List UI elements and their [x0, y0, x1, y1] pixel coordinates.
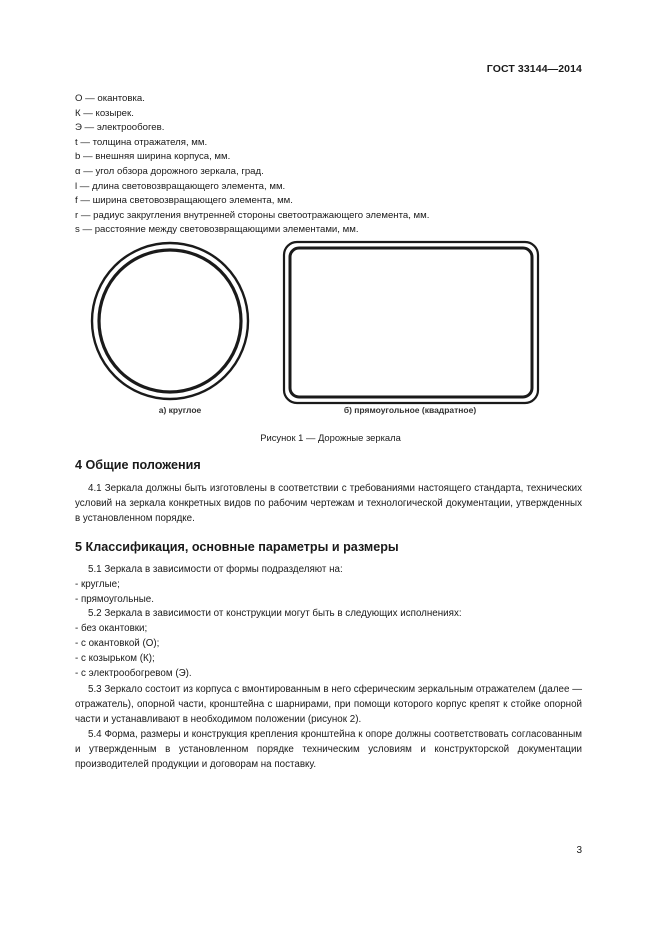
rectangular-mirror-drawing: [284, 242, 538, 403]
paragraph-4-1: 4.1 Зеркала должны быть изготовлены в соответствии с требованиями настоящего стандарта, технических условий на зеркала конкретных видов по рабочим чертежам и технологической документации, утвержденных в установленном порядке.: [75, 483, 582, 524]
figure-title: Рисунок 1 — Дорожные зеркала: [260, 432, 401, 443]
paragraph-5-2: 5.2 Зеркала в зависимости от конструкции могут быть в следующих исполнениях:: [88, 608, 462, 620]
definition-item: Э — электрообогев.: [75, 122, 165, 134]
definition-item: b — внешняя ширина корпуса, мм.: [75, 151, 231, 163]
rect-mirror-inner-edge: [290, 248, 532, 397]
round-mirror-drawing: [92, 243, 248, 399]
definition-item: l — длина световозвращающего элемента, мм.: [75, 180, 286, 192]
caption-rectangular: б) прямоугольное (квадратное): [343, 405, 477, 415]
rect-mirror-outer-edge: [284, 242, 538, 403]
figure-road-mirrors: [0, 232, 661, 422]
symbol-definitions: [75, 92, 429, 238]
definition-item: α — угол обзора дорожного зеркала, град.: [75, 165, 264, 177]
list-item: - с электрообогревом (Э).: [75, 667, 192, 679]
definition-item: s — расстояние между световозвращающими элементами, мм.: [75, 224, 359, 236]
list-item: - с окантовкой (О);: [75, 637, 160, 649]
paragraph-5-3: 5.3 Зеркало состоит из корпуса с вмонтированным в него сферическим зеркальным отражателем (далее — отражатель), опорной части, кронштейна с шарнирами, при помощи которого корпус крепят к стойке опорной части и устанавливают в необходимом положении (рисунок 2).: [75, 684, 582, 725]
list-item: - круглые;: [75, 578, 120, 590]
page-number: 3: [576, 845, 582, 856]
paragraph-5-1: 5.1 Зеркала в зависимости от формы подразделяют на:: [88, 564, 343, 575]
list-item: - без окантовки;: [75, 623, 148, 635]
section-4-heading: 4 Общие положения: [75, 458, 201, 472]
definition-item: К — козырек.: [75, 107, 134, 119]
section-5-paragraphs: [75, 682, 582, 772]
round-mirror-outer-edge: [92, 243, 248, 399]
list-item: - с козырьком (К);: [75, 652, 155, 664]
standard-number: ГОСТ 33144—2014: [486, 63, 582, 75]
definition-item: О — окантовка.: [75, 93, 145, 104]
definition-item: r — радиус закругления внутренней стороны светоотражающего элемента, мм.: [75, 209, 430, 221]
definition-item: t — толщина отражателя, мм.: [75, 136, 208, 148]
paragraph-5-4: 5.4 Форма, размеры и конструкция крепления кронштейна к опоре должны соответствовать согласованным и утвержденным в установленном порядке техническим условиям и конструкторской документации производителей продукции и договорам на поставку.: [75, 729, 582, 770]
list-item: - прямоугольные.: [75, 593, 154, 605]
round-mirror-inner-edge: [99, 250, 241, 392]
classification-list: [75, 563, 582, 681]
section-5-heading: 5 Классификация, основные параметры и размеры: [75, 540, 399, 554]
definition-item: f — ширина световозвращающего элемента, мм.: [75, 195, 293, 207]
section-4-paragraph: [75, 481, 582, 526]
caption-round: а) круглое: [158, 405, 202, 415]
